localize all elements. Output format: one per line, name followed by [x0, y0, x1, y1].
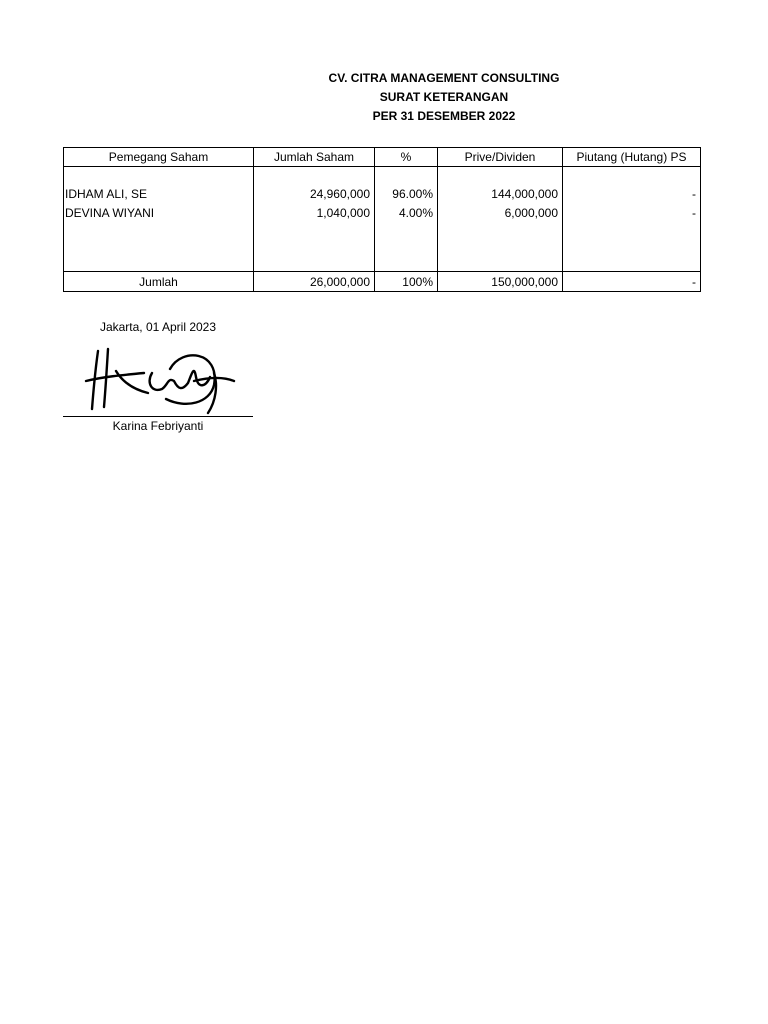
table-total-row	[64, 272, 701, 292]
document-header	[0, 69, 768, 126]
document-title: SURAT KETERANGAN	[379, 90, 509, 104]
table-header-row	[64, 148, 701, 167]
share-count: 24,960,000	[254, 185, 375, 204]
total-prive-dividend: 150,000,000	[438, 272, 563, 292]
total-receivable-payable: -	[563, 272, 701, 292]
signature-line	[63, 416, 253, 417]
signature-place-date: Jakarta, 01 April 2023	[99, 320, 217, 334]
share-count: 1,040,000	[254, 204, 375, 223]
column-header-receivable-payable: Piutang (Hutang) PS	[563, 148, 701, 167]
shareholder-name: IDHAM ALI, SE	[64, 185, 254, 204]
signatory-name: Karina Febriyanti	[112, 419, 204, 433]
column-header-prive-dividend: Prive/Dividen	[438, 148, 563, 167]
share-percent: 96.00%	[375, 185, 438, 204]
total-share-count: 26,000,000	[254, 272, 375, 292]
shareholder-table	[63, 147, 701, 292]
shareholder-name: DEVINA WIYANI	[64, 204, 254, 223]
company-name: CV. CITRA MANAGEMENT CONSULTING	[328, 71, 560, 85]
table-spacer-row	[64, 167, 701, 186]
column-header-shareholder: Pemegang Saham	[64, 148, 254, 167]
table-row	[64, 185, 701, 204]
share-percent: 4.00%	[375, 204, 438, 223]
document-period: PER 31 DESEMBER 2022	[372, 109, 516, 123]
table-empty-row	[64, 223, 701, 272]
column-header-percent: %	[375, 148, 438, 167]
handwritten-signature	[82, 343, 242, 415]
total-label: Jumlah	[64, 272, 254, 292]
receivable-payable: -	[563, 185, 701, 204]
column-header-share-count: Jumlah Saham	[254, 148, 375, 167]
table-row	[64, 204, 701, 223]
total-percent: 100%	[375, 272, 438, 292]
prive-dividend: 6,000,000	[438, 204, 563, 223]
receivable-payable: -	[563, 204, 701, 223]
prive-dividend: 144,000,000	[438, 185, 563, 204]
